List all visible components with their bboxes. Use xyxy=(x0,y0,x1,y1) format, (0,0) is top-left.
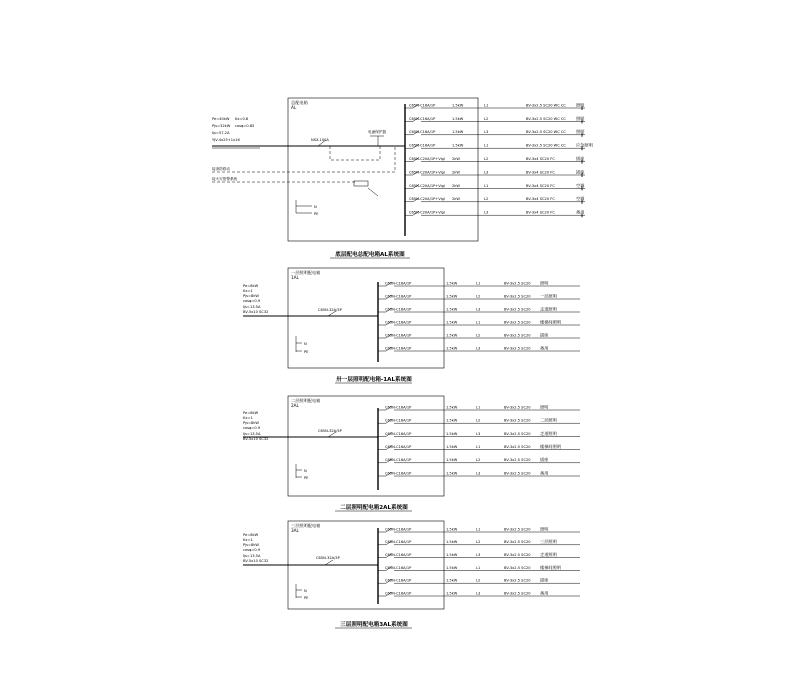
branch-cable: BV-3x2.5 SC20 xyxy=(504,418,531,423)
dashed-control-2 xyxy=(212,146,395,172)
branch-dest: 应急照明 xyxy=(576,142,593,148)
branch-dest: 空调 xyxy=(576,196,585,202)
branch-cable: BV-3x2.5 SC20 xyxy=(504,307,531,312)
branch-breaker: C65N-C20A/1P+Vigi xyxy=(409,170,445,175)
p1-left-4: cosφ=0.9 xyxy=(243,299,261,303)
branch-dest: 照明 xyxy=(540,404,549,410)
dashed-note-1: 接消防联动 xyxy=(212,167,230,171)
branch-breaker: C65N-C16A/1P xyxy=(385,565,412,570)
branch-load: 1.5kW xyxy=(452,103,464,108)
branch-load: 1.5kW xyxy=(446,565,458,570)
panel-2-header-2: 2AL xyxy=(291,403,299,408)
branch-breaker: C65N-C16A/1P xyxy=(409,103,436,108)
branch-dest: 一层照明 xyxy=(540,293,557,299)
p3-left-5: Ijs=13.5A xyxy=(243,554,261,558)
p1-switch-label: C65N-32A/3P xyxy=(318,308,342,312)
branch-row xyxy=(378,279,580,286)
panel-2-header-1: 二层照明配电箱 xyxy=(291,398,321,403)
branch-cable: BV-3x2.5 SC20 xyxy=(504,320,531,325)
branch-breaker: C65N-C16A/1P xyxy=(385,333,412,338)
branch-breaker: C65N-C16A/1P xyxy=(385,540,412,545)
branch-phase: L3 xyxy=(484,210,489,215)
p3-left-6: BV-5x10 SC32 xyxy=(243,559,269,563)
branch-dest: 备用 xyxy=(576,209,585,215)
branch-breaker: C65N-C16A/1P xyxy=(409,143,436,148)
branch-phase: L1 xyxy=(484,183,489,188)
branch-cable: BV-3x4 SC20 FC xyxy=(526,197,555,202)
branch-cable: BV-3x2.5 SC20 WC CC xyxy=(526,143,566,148)
panel-main-left-text xyxy=(212,117,254,142)
branch-breaker: C65N-C16A/1P xyxy=(385,320,412,325)
branch-breaker: C65N-C16A/1P xyxy=(385,578,412,583)
branch-row xyxy=(405,168,585,177)
branch-row xyxy=(378,564,580,571)
branch-row xyxy=(405,101,585,110)
contactor-symbol xyxy=(354,181,368,186)
panel-main xyxy=(212,98,593,258)
branch-row xyxy=(405,182,585,191)
branch-phase: L1 xyxy=(476,320,481,325)
branch-row xyxy=(378,589,580,596)
branch-cable: BV-3x2.5 SC20 xyxy=(504,281,531,286)
branch-breaker: C65N-C16A/1P xyxy=(385,418,412,423)
branch-row xyxy=(378,456,580,463)
branch-phase: L2 xyxy=(476,294,481,299)
branch-dest: 楼梯间照明 xyxy=(540,319,561,325)
branch-phase: L3 xyxy=(484,170,489,175)
branch-cable: BV-3x2.5 SC20 xyxy=(504,405,531,410)
p2-switch-label: C65N-32A/3P xyxy=(318,429,342,433)
branch-breaker: C65N-C20A/1P+Vigi xyxy=(409,210,445,215)
branch-row xyxy=(378,469,580,476)
branch-phase: L1 xyxy=(476,527,481,532)
branch-dest: 走道照明 xyxy=(540,552,557,557)
p3-left-1: Pe=8kW xyxy=(243,533,259,537)
branch-cable: BV-3x2.5 SC20 xyxy=(504,591,531,596)
branch-load: 1.5kW xyxy=(446,553,458,557)
branch-cable: BV-3x4 SC20 FC xyxy=(526,170,555,175)
branch-load: 1.5kW xyxy=(446,527,458,532)
branch-phase: L3 xyxy=(484,130,489,135)
main-caption: 底层配电总配电箱AL系统图 xyxy=(335,252,405,258)
branch-cable: BV-3x2.5 SC20 xyxy=(504,553,531,557)
branch-phase: L1 xyxy=(476,445,481,449)
p1-left-1: Pe=8kW xyxy=(243,284,259,288)
branch-breaker: C65N-C16A/1P xyxy=(385,458,412,463)
branch-row xyxy=(405,115,585,124)
panel-3-rows xyxy=(378,525,580,596)
branch-cable: BV-3x2.5 SC20 WC CC xyxy=(526,130,566,135)
branch-row xyxy=(405,142,593,151)
branch-row xyxy=(378,443,580,450)
left-text-4: cosφ=0.85 xyxy=(235,124,255,128)
branch-dest: 照明 xyxy=(576,129,585,135)
branch-load: 1.5kW xyxy=(446,540,458,545)
branch-dest: 备用 xyxy=(540,345,549,351)
branch-row xyxy=(378,577,580,584)
branch-breaker: C65N-C16A/1P xyxy=(385,527,412,532)
panel-2-rows xyxy=(378,403,580,476)
branch-breaker: C65N-C16A/1P xyxy=(385,591,412,596)
branch-dest: 插座 xyxy=(540,577,549,583)
branch-dest: 插座 xyxy=(576,169,585,175)
branch-load: 1.5kW xyxy=(446,578,458,583)
branch-row xyxy=(405,128,585,137)
p1-pe-label: PE xyxy=(304,350,309,354)
branch-phase: L3 xyxy=(476,553,481,557)
branch-phase: L2 xyxy=(484,197,489,202)
branch-cable: BV-3x2.5 SC20 WC CC xyxy=(526,103,566,108)
branch-breaker: C65N-C16A/1P xyxy=(385,405,412,410)
branch-dest: 备用 xyxy=(540,590,549,596)
p1-left-3: Pjs=8kW xyxy=(243,294,259,298)
panel-1-left-text xyxy=(243,284,268,314)
branch-dest: 照明 xyxy=(540,280,549,286)
branch-phase: L1 xyxy=(484,103,489,108)
branch-breaker: C65N-C16A/1P xyxy=(385,294,412,299)
branch-cable: BV-3x2.5 SC20 xyxy=(504,540,531,545)
panel-2-box xyxy=(288,396,444,496)
branch-phase: L3 xyxy=(476,346,481,351)
branch-row xyxy=(378,417,580,424)
branch-load: 1.5kW xyxy=(446,281,458,286)
branch-load: 1.5kW xyxy=(446,471,458,476)
branch-phase: L1 xyxy=(476,565,481,570)
branch-row xyxy=(405,155,585,164)
panel-main-box xyxy=(288,98,478,241)
branch-load: 1.5kW xyxy=(446,333,458,338)
panel-main-rows xyxy=(405,101,593,217)
panel-3 xyxy=(243,521,580,628)
p1-left-5: Ijs=13.5A xyxy=(243,305,261,309)
branch-row xyxy=(378,318,580,325)
panel-1-header-1: 一层照明配电箱 xyxy=(291,270,321,275)
main-pe-label: PE xyxy=(314,212,319,216)
branch-phase: L1 xyxy=(476,405,481,410)
p1-left-6: BV-5x10 SC32 xyxy=(243,310,269,314)
branch-cable: BV-3x2.5 SC20 xyxy=(504,565,531,570)
branch-breaker: C65N-C16A/1P xyxy=(385,346,412,351)
branch-load: 2kW xyxy=(452,183,460,188)
branch-load: 1.5kW xyxy=(446,431,458,436)
branch-row xyxy=(378,551,580,558)
panel-2-left-text xyxy=(243,411,268,441)
branch-cable: BV-3x2.5 SC20 xyxy=(504,431,531,436)
branch-row xyxy=(378,403,580,410)
branch-phase: L2 xyxy=(476,578,481,583)
branch-cable: BV-3x2.5 SC20 xyxy=(504,346,531,351)
panel-1-box xyxy=(288,268,444,368)
branch-phase: L2 xyxy=(476,540,481,545)
branch-dest: 照明 xyxy=(540,526,549,532)
p1-caption: 卅一层照明配电箱-1AL系统图 xyxy=(336,377,412,383)
p2-n-label: N xyxy=(304,469,307,473)
branch-dest: 三层照明 xyxy=(540,539,557,545)
branch-dest: 备用 xyxy=(540,470,549,476)
left-text-3: Pjs=32kW xyxy=(212,124,231,128)
branch-load: 1.5kW xyxy=(446,307,458,312)
branch-breaker: C65N-C16A/1P xyxy=(409,116,436,121)
branch-row xyxy=(378,305,580,312)
branch-breaker: C65N-C16A/1P xyxy=(385,281,412,286)
branch-cable: BV-3x2.5 SC20 xyxy=(504,527,531,532)
branch-breaker: C65N-C16A/1P xyxy=(385,307,412,312)
branch-load: 1.5kW xyxy=(446,418,458,423)
panel-3-header-1: 三层照明配电箱 xyxy=(291,523,321,528)
p2-left-1: Pe=8kW xyxy=(243,411,259,415)
branch-load: 1.5kW xyxy=(446,346,458,351)
p3-left-2: Kx=1 xyxy=(243,538,253,542)
p2-pe-label: PE xyxy=(304,476,309,480)
branch-cable: BV-3x2.5 SC20 xyxy=(504,294,531,299)
panel-1-rows xyxy=(378,279,580,351)
branch-dest: 插座 xyxy=(540,457,549,463)
panel-main-header-2: AL xyxy=(291,105,297,110)
branch-row xyxy=(378,525,580,532)
panel-main-header-1: 总配电箱 xyxy=(291,100,308,105)
branch-row xyxy=(378,430,580,437)
spd-label: 电涌保护器 xyxy=(368,130,386,134)
branch-load: 1.5kW xyxy=(446,591,458,596)
branch-cable: BV-3x4 SC20 FC xyxy=(526,210,555,215)
branch-load: 2kW xyxy=(452,170,460,175)
panel-3-left-text xyxy=(243,533,268,563)
branch-breaker: C65N-C16A/1P xyxy=(385,471,412,476)
panel-3-header-2: 3AL xyxy=(291,528,299,533)
branch-load: 1.5kW xyxy=(452,143,464,148)
branch-cable: BV-3x2.5 SC20 xyxy=(504,471,531,476)
branch-phase: L2 xyxy=(476,458,481,463)
branch-cable: BV-3x2.5 SC20 xyxy=(504,458,531,463)
dashed-control-1 xyxy=(330,146,380,160)
branch-cable: BV-3x2.5 SC20 xyxy=(504,445,531,449)
branch-load: 1.5kW xyxy=(452,130,464,135)
branch-cable: BV-3x4 SC20 FC xyxy=(526,157,555,161)
branch-row xyxy=(405,195,585,204)
branch-load: 2kW xyxy=(452,157,460,161)
p2-caption: 二层照明配电箱2AL系统图 xyxy=(340,505,408,511)
branch-load: 1.5kW xyxy=(452,116,464,121)
branch-dest: 楼梯间照明 xyxy=(540,564,561,570)
branch-row xyxy=(405,209,585,218)
p1-left-2: Kx=1 xyxy=(243,289,253,293)
panel-1 xyxy=(243,268,580,383)
branch-phase: L2 xyxy=(476,333,481,338)
branch-dest: 楼梯间照明 xyxy=(540,444,561,449)
branch-phase: L1 xyxy=(476,281,481,286)
contactor-switch xyxy=(368,188,378,196)
branch-row xyxy=(378,331,580,338)
branch-breaker: C65N-C16A/1P xyxy=(385,431,412,436)
branch-phase: L3 xyxy=(476,591,481,596)
p2-left-4: cosφ=0.9 xyxy=(243,426,261,430)
branch-load: 1.5kW xyxy=(446,405,458,410)
branch-breaker: C65N-C20A/1P+Vigi xyxy=(409,183,445,188)
branch-breaker: C65N-C20A/1P+Vigi xyxy=(409,157,445,161)
main-n-label: N xyxy=(314,205,317,209)
branch-phase: L3 xyxy=(476,307,481,312)
branch-row xyxy=(378,538,580,545)
p2-left-3: Pjs=8kW xyxy=(243,421,259,425)
left-text-5: Ijs=57.2A xyxy=(212,131,230,135)
p3-pe-label: PE xyxy=(304,596,309,600)
p2-left-2: Kx=1 xyxy=(243,416,253,420)
branch-phase: L1 xyxy=(484,143,489,148)
p3-switch-symbol xyxy=(325,560,333,565)
branch-dest: 插座 xyxy=(576,156,585,161)
branch-cable: BV-3x4 SC20 FC xyxy=(526,183,555,188)
branch-phase: L3 xyxy=(476,431,481,436)
left-text-2: Kx=0.8 xyxy=(235,117,249,121)
p3-n-label: N xyxy=(304,589,307,593)
p3-switch-label: C65N-32A/3P xyxy=(316,556,340,560)
branch-dest: 空调 xyxy=(576,182,585,188)
branch-breaker: C65N-C16A/1P xyxy=(385,553,412,557)
branch-dest: 走道照明 xyxy=(540,430,557,436)
left-text-1: Pe=40kW xyxy=(212,117,230,121)
branch-phase: L3 xyxy=(476,471,481,476)
branch-dest: 二层照明 xyxy=(540,417,557,423)
branch-dest: 照明 xyxy=(576,102,585,108)
p2-left-5: Ijs=13.5A xyxy=(243,432,261,436)
left-text-6: YJV-4x25+1x16 xyxy=(212,138,240,142)
branch-load: 2kW xyxy=(452,197,460,202)
p3-left-4: cosφ=0.9 xyxy=(243,548,261,552)
branch-phase: L2 xyxy=(484,116,489,121)
main-switch-label: NSX-100A xyxy=(311,138,329,142)
branch-dest: 走道照明 xyxy=(540,306,557,312)
p2-left-6: BV-5x10 SC32 xyxy=(243,437,269,441)
branch-row xyxy=(378,292,580,299)
p1-n-label: N xyxy=(304,342,307,346)
branch-breaker: C65N-C16A/1P xyxy=(409,130,436,135)
branch-load: 1.5kW xyxy=(446,294,458,299)
panel-2 xyxy=(243,396,580,511)
p3-caption: 三层照明配电箱3AL系统图 xyxy=(340,622,408,628)
p3-left-3: Pjs=8kW xyxy=(243,543,259,547)
dashed-note-2: 接火灾报警系统 xyxy=(212,177,238,181)
branch-phase: L2 xyxy=(476,418,481,423)
branch-row xyxy=(378,344,580,351)
branch-load: 1.5kW xyxy=(446,320,458,325)
branch-load: 1.5kW xyxy=(446,458,458,463)
branch-cable: BV-3x2.5 SC20 xyxy=(504,333,531,338)
branch-cable: BV-3x2.5 SC20 xyxy=(504,578,531,583)
branch-cable: BV-3x2.5 SC20 WC CC xyxy=(526,116,566,121)
branch-breaker: C65N-C20A/1P+Vigi xyxy=(409,197,445,202)
branch-dest: 照明 xyxy=(576,115,585,121)
panel-1-header-2: 1AL xyxy=(291,275,299,280)
branch-breaker: C65N-C16A/1P xyxy=(385,445,412,449)
branch-load: 1.5kW xyxy=(446,445,458,449)
branch-dest: 插座 xyxy=(540,332,549,338)
branch-phase: L2 xyxy=(484,157,489,161)
